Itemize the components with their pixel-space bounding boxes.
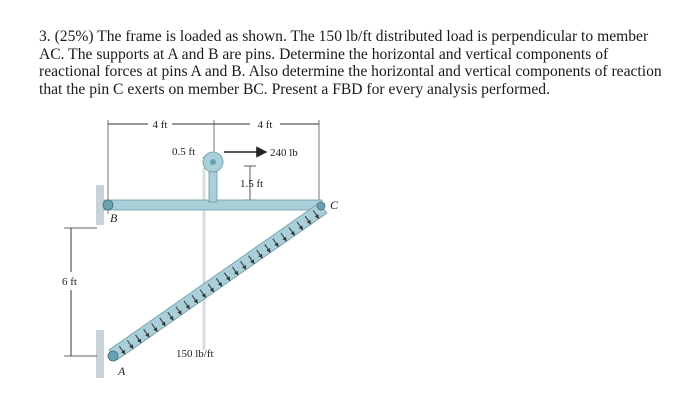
dim-force-height — [240, 166, 263, 200]
force-arrow-240 — [224, 147, 298, 159]
dim-height-label: 6 ft — [62, 276, 77, 288]
dim-force-height-label: 1.5 ft — [240, 178, 264, 190]
pin-a-label: A — [118, 364, 126, 378]
pulley-pin — [210, 159, 216, 165]
wall-support-a — [96, 330, 104, 378]
pin-b — [103, 200, 113, 210]
force-label: 240 lb — [270, 147, 298, 159]
pin-b-label: B — [110, 211, 118, 225]
pin-c — [317, 202, 325, 210]
dim-pulley-offset-label: 0.5 ft — [172, 146, 196, 158]
dim-top-left-label: 4 ft — [152, 119, 168, 131]
dim-top-right-label: 4 ft — [257, 119, 273, 131]
pin-c-label: C — [330, 198, 339, 212]
problem-line-1: 3. (25%) The frame is loaded as shown. The 150 lb/ft distributed load is perpendicular to member — [39, 28, 649, 45]
problem-line-4: that the pin C exerts on member BC. Present a FBD for every analysis performed. — [39, 80, 551, 98]
problem-line-2: AC. The supports at A and B are pins. Determine the horizontal and vertical components of — [39, 45, 609, 63]
problem-line-3: reactional forces at pins A and B. Also determine the horizontal and vertical components of reaction — [39, 63, 662, 81]
dim-height — [62, 228, 97, 356]
load-label: 150 lb/ft — [176, 348, 214, 360]
pin-a — [108, 351, 118, 361]
